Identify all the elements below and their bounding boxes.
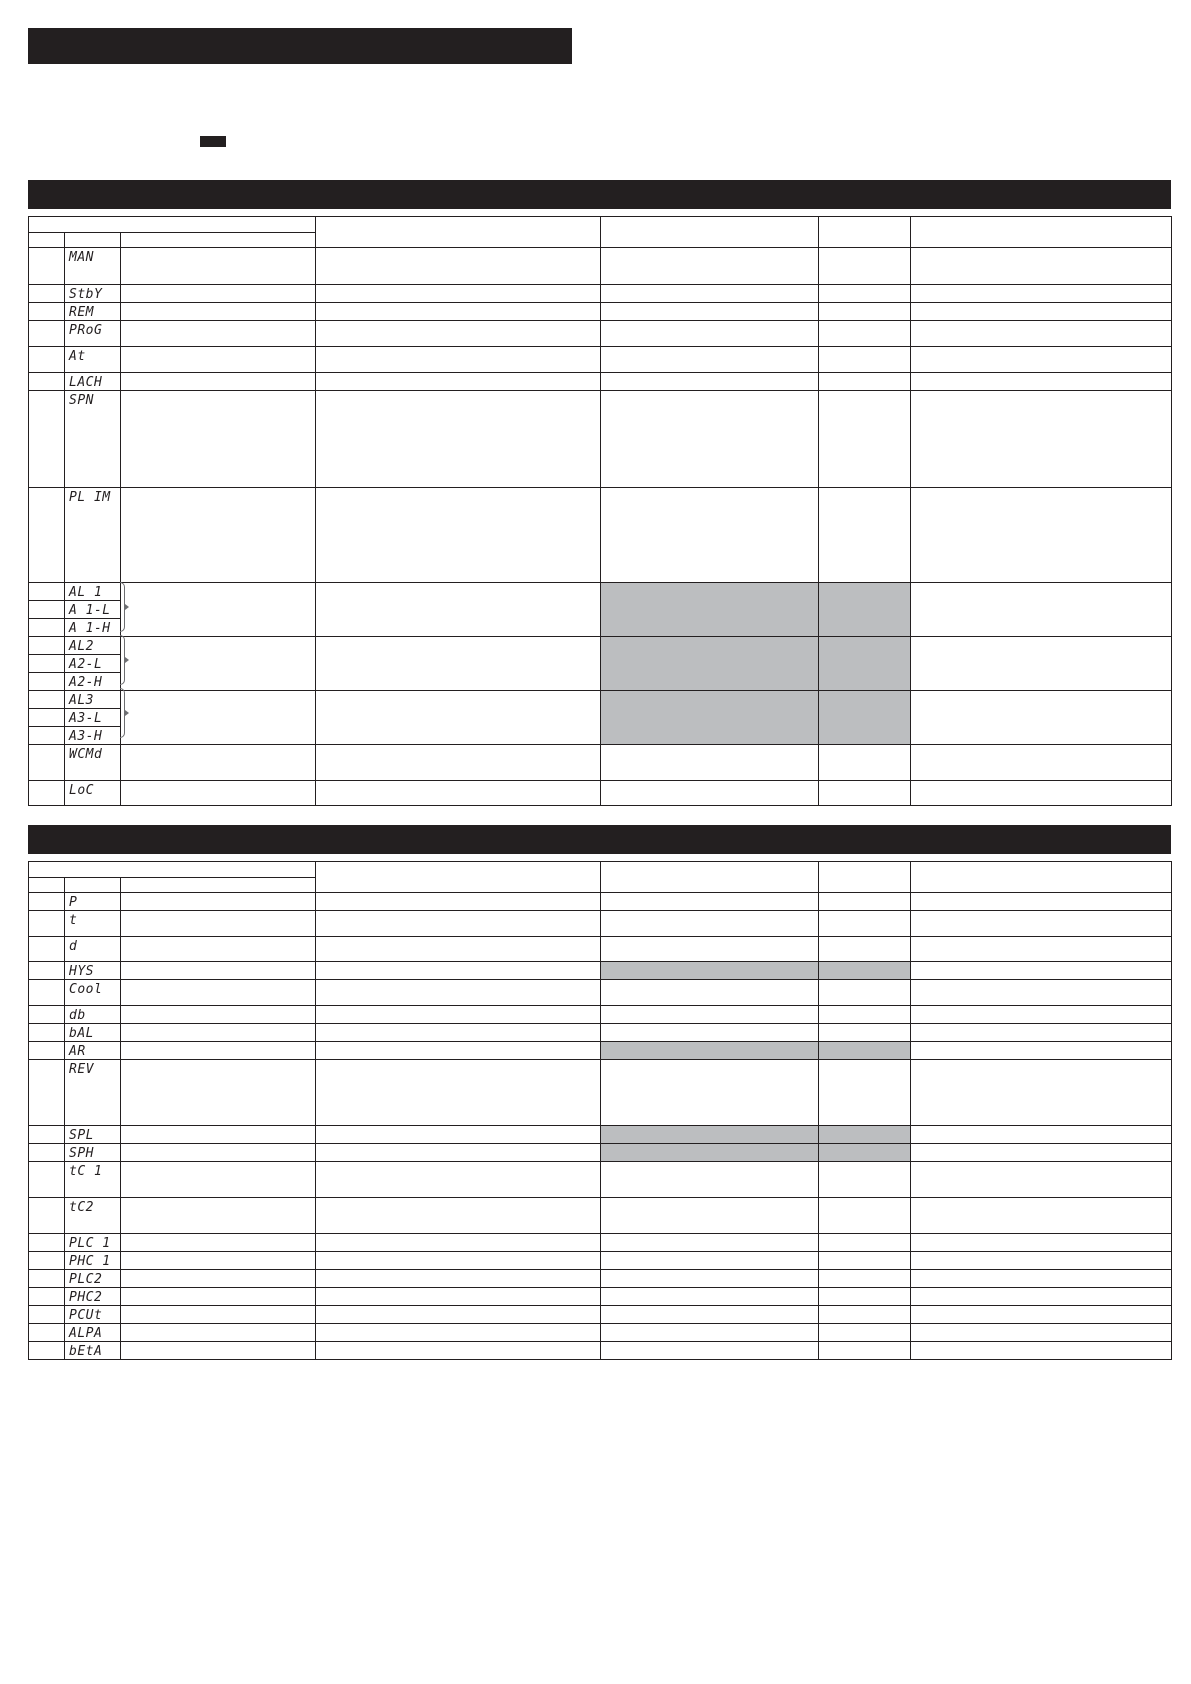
table-row (29, 1042, 1172, 1060)
header-cell (911, 217, 1172, 248)
shaded-cell (601, 962, 819, 980)
shaded-cell (819, 1144, 911, 1162)
param-code: LoC (69, 783, 94, 798)
shaded-cell (601, 637, 819, 691)
header-cell (911, 862, 1172, 893)
table-row (29, 373, 1172, 391)
header-cell (121, 878, 316, 893)
param-code: A2-L (69, 657, 103, 672)
group-brace (120, 635, 125, 685)
table-row (29, 303, 1172, 321)
table-row (29, 1006, 1172, 1024)
shaded-cell (601, 1126, 819, 1144)
header-cell (65, 233, 121, 248)
table-row (29, 321, 1172, 347)
param-code: t (69, 913, 78, 928)
table-row (29, 980, 1172, 1006)
header-cell (601, 217, 819, 248)
param-code: PRoG (69, 323, 103, 338)
table-row (29, 1234, 1172, 1252)
param-code: A3-H (69, 729, 103, 744)
table-row (29, 1162, 1172, 1198)
param-code: PCUt (69, 1308, 103, 1323)
param-code: PHC2 (69, 1290, 103, 1305)
table-row (29, 1288, 1172, 1306)
header-cell (121, 233, 316, 248)
header-cell (819, 862, 911, 893)
param-code: SPN (69, 393, 94, 408)
parameter-table-2 (28, 861, 1172, 1360)
param-code: At (69, 349, 86, 364)
param-code: REV (69, 1062, 94, 1077)
param-code: AR (69, 1044, 86, 1059)
param-code: PLC2 (69, 1272, 103, 1287)
param-code: AL2 (69, 639, 94, 654)
param-code: PL IM (69, 490, 111, 505)
table-row (29, 1270, 1172, 1288)
table-row (29, 1306, 1172, 1324)
table-row (29, 1126, 1172, 1144)
table-row (29, 391, 1172, 488)
shaded-cell (601, 1042, 819, 1060)
param-code: REM (69, 305, 94, 320)
shaded-cell (819, 1126, 911, 1144)
header-cell (316, 217, 601, 248)
param-code: AL3 (69, 693, 94, 708)
header-cell (316, 862, 601, 893)
shaded-cell (601, 1144, 819, 1162)
table-row (29, 637, 1172, 655)
table-row (29, 1144, 1172, 1162)
header-cell (29, 862, 316, 878)
table-row (29, 583, 1172, 601)
param-code: bAL (69, 1026, 94, 1041)
table-row (29, 962, 1172, 980)
shaded-cell (819, 1042, 911, 1060)
table-row (29, 691, 1172, 709)
param-code: HYS (69, 964, 94, 979)
table-row (29, 1252, 1172, 1270)
param-code: SPL (69, 1128, 94, 1143)
table-row (29, 781, 1172, 806)
table-row (29, 488, 1172, 583)
header-cell (29, 217, 316, 233)
small-marker (200, 136, 226, 147)
param-code: SPH (69, 1146, 94, 1161)
param-code: db (69, 1008, 86, 1023)
param-code: MAN (69, 250, 94, 265)
header-cell (65, 878, 121, 893)
param-code: d (69, 939, 78, 954)
shaded-cell (601, 583, 819, 637)
section-bar-1 (28, 180, 1171, 209)
param-code: A2-H (69, 675, 103, 690)
param-code: PLC 1 (69, 1236, 111, 1251)
section-bar-2 (28, 825, 1171, 854)
param-code: Cool (69, 982, 103, 997)
header-cell (29, 233, 65, 248)
param-code: tC2 (69, 1200, 94, 1215)
param-code: ALPA (69, 1326, 103, 1341)
table-row (29, 911, 1172, 937)
header-cell (29, 878, 65, 893)
param-code: A 1-H (69, 621, 111, 636)
param-code: P (69, 895, 78, 910)
table-row (29, 1342, 1172, 1360)
parameter-table-1 (28, 216, 1172, 806)
param-code: LACH (69, 375, 103, 390)
param-code: A3-L (69, 711, 103, 726)
table-row (29, 1198, 1172, 1234)
table-row (29, 347, 1172, 373)
shaded-cell (819, 583, 911, 637)
table-row (29, 248, 1172, 285)
table-row (29, 1024, 1172, 1042)
param-code: tC 1 (69, 1164, 103, 1179)
param-code: StbY (69, 287, 103, 302)
table-row (29, 1060, 1172, 1126)
shaded-cell (601, 691, 819, 745)
group-brace (120, 582, 125, 632)
header-cell (601, 862, 819, 893)
shaded-cell (819, 637, 911, 691)
shaded-cell (819, 691, 911, 745)
table-row (29, 745, 1172, 781)
header-cell (819, 217, 911, 248)
param-code: AL 1 (69, 585, 103, 600)
param-code: PHC 1 (69, 1254, 111, 1269)
param-code: WCMd (69, 747, 103, 762)
title-bar (28, 28, 572, 64)
table-row (29, 285, 1172, 303)
table-row (29, 893, 1172, 911)
table-row (29, 1324, 1172, 1342)
param-code: bEtA (69, 1344, 103, 1359)
table-row (29, 937, 1172, 962)
param-code: A 1-L (69, 603, 111, 618)
group-brace (120, 688, 125, 738)
shaded-cell (819, 962, 911, 980)
